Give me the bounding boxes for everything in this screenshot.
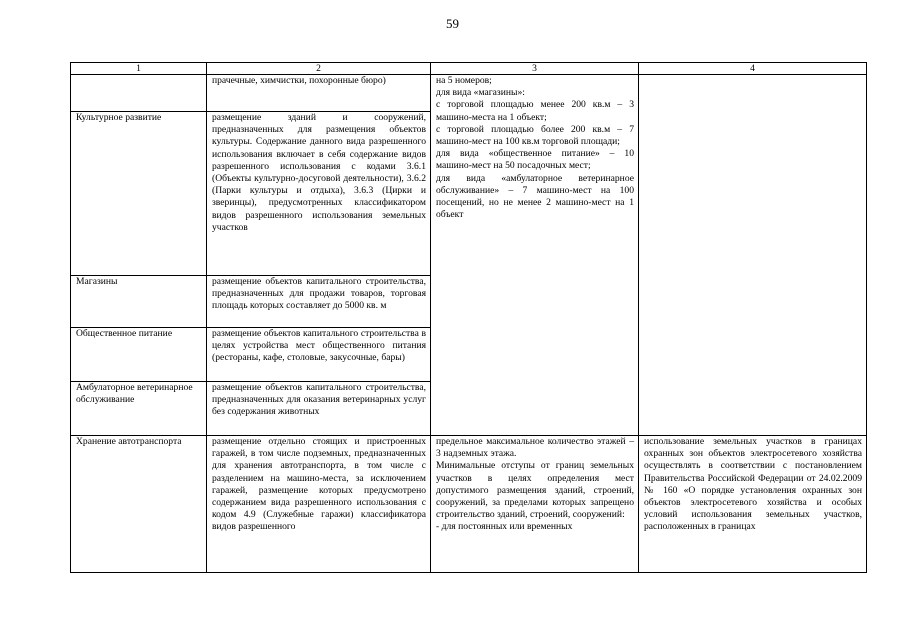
storey-setback-cell (431, 436, 639, 573)
use-name-cell: Амбулаторное ветеринарное обслуживание (71, 382, 207, 436)
use-description-cell: прачечные, химчистки, похоронные бюро) (207, 75, 431, 112)
use-description-cell: размещение объектов капитального строительства в целях устройства мест общественного питания (рестораны, кафе, столовые, закусочные, бары) (207, 328, 431, 382)
parking-norm-line: с торговой площадью менее 200 кв.м – 3 машино-места на 1 объект; (436, 99, 634, 123)
header-cell-1: 1 (71, 63, 207, 75)
parking-norm-line: для вида «амбулаторное ветеринарное обслуживание» – 7 машино-мест на 100 посещений, но не менее 2 машино-мест на 1 объект (436, 172, 634, 221)
parking-norm-line: для вида «общественное питание» – 10 машино-мест на 50 посадочных мест; (436, 148, 634, 172)
use-name-cell: Общественное питание (71, 328, 207, 382)
parking-norms-cell (431, 75, 639, 436)
use-description-cell: размещение отдельно стоящих и пристроенных гаражей, в том числе подземных, предназначенных для хранения автотранспорта, в том числе с разделением на машино-места, за исключением гаражей, размещение которых предусмотрено содержанием вида разрешенного использования с кодом 4.9 (Служебные гаражи) классификатора видов разрешенного (207, 436, 431, 573)
storey-limit-text: предельное максимальное количество этажей – 3 надземных этажа. (436, 436, 634, 460)
restrictions-cell: использование земельных участков в границах охранных зон объектов электросетевого хозяйства осуществлять в соответствии с постановлением Правительства Российской Федерации от 24.02.2009 № 160 «О порядке установления охранных зон объектов электросетевого хозяйства и особых условий использования земельных участков, расположенных в границах (639, 436, 867, 573)
setback-text: Минимальные отступы от границ земельных участков в целях определения мест допустимого размещения зданий, строений, сооружений, за пределами которых запрещено строительство зданий, строений, сооружений: (436, 460, 634, 521)
use-name-cell: Хранение автотранспорта (71, 436, 207, 573)
table-row (71, 436, 867, 573)
regulations-table (70, 62, 867, 573)
use-description-cell: размещение объектов капитального строительства, предназначенных для оказания ветеринарных услуг без содержания животных (207, 382, 431, 436)
parking-norm-line: с торговой площадью более 200 кв.м – 7 машино-мест на 100 кв.м торговой площади; (436, 123, 634, 148)
use-description-cell: размещение объектов капитального строительства, предназначенных для продажи товаров, торговая площадь которых составляет до 5000 кв. м (207, 276, 431, 328)
parking-norm-line: для вида «магазины»: (436, 87, 525, 99)
header-cell-3: 3 (431, 63, 639, 75)
use-name-cell: Культурное развитие (71, 112, 207, 276)
use-name-cell: Магазины (71, 276, 207, 328)
setback-text: - для постоянных или временных (436, 521, 573, 533)
header-cell-2: 2 (207, 63, 431, 75)
use-name-cell (71, 75, 207, 112)
use-description-cell: размещение зданий и сооружений, предназначенных для размещения объектов культуры. Содержание данного вида разрешенного использования включает в себя содержание видов разрешенного использования с кодами 3.6.1 (Объекты культурно-досуговой деятельности), 3.6.2 (Парки культуры и отдыха), 3.6.3 (Цирки и зверинцы), предусмотренных классификатором видов разрешенного использования земельных участков (207, 112, 431, 276)
page-number: 59 (446, 16, 459, 31)
table-header-row (71, 63, 867, 75)
header-cell-4: 4 (639, 63, 867, 75)
restrictions-cell-empty (639, 75, 867, 436)
table-row (71, 75, 867, 112)
parking-norm-line: на 5 номеров; (436, 75, 492, 86)
